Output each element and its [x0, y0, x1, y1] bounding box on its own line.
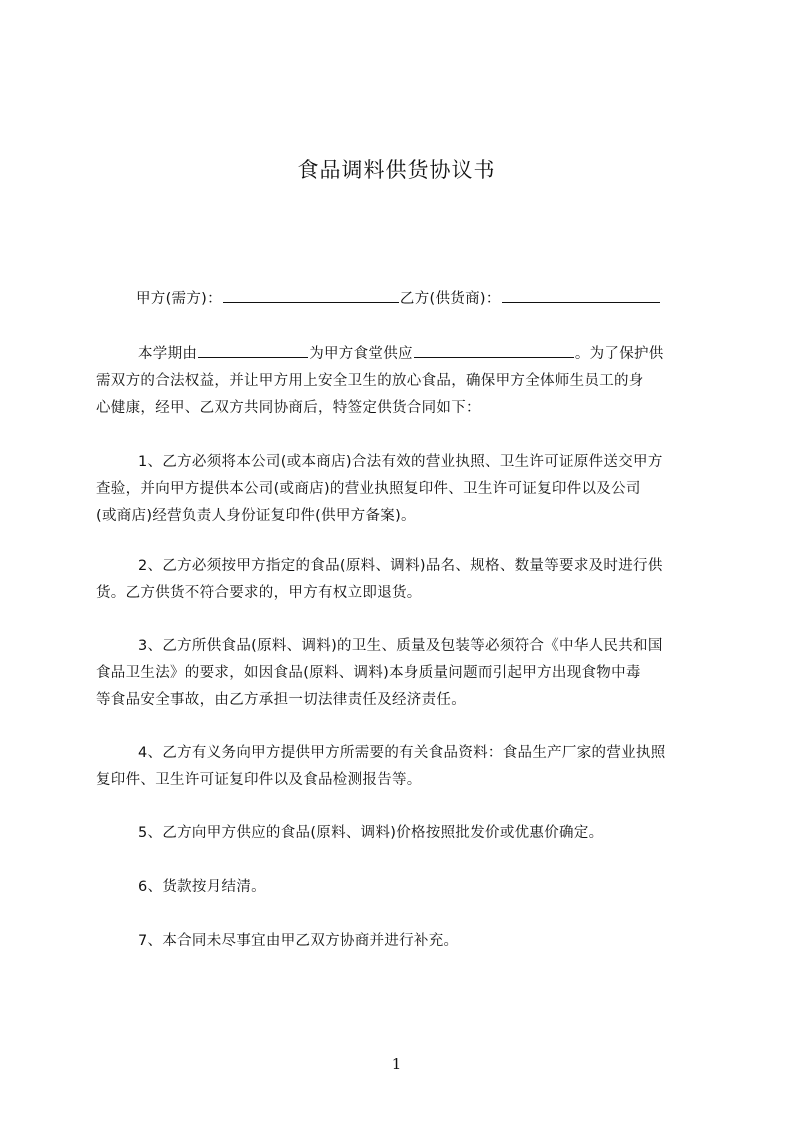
party-a-label: 甲方(需方)：: [136, 291, 222, 307]
clause-line: 货。乙方供货不符合要求的，甲方有权立即退货。: [96, 585, 422, 601]
intro-paragraph: [96, 341, 716, 422]
party-b-label: 乙方(供货商)：: [399, 291, 501, 307]
clause-line: 2、乙方必须按甲方指定的食品(原料、调料)品名、规格、数量等要求及时进行供: [138, 558, 663, 574]
page-number: 1: [391, 1055, 402, 1073]
intro-line: 需双方的合法权益，并让甲方用上安全卫生的放心食品，确保甲方全体师生员工的身: [96, 373, 644, 389]
clause-line: (或商店)经营负责人身份证复印件(供甲方备案)。: [96, 508, 416, 524]
clause-4: [96, 740, 716, 794]
clause-line: 复印件、卫生许可证复印件以及食品检测报告等。: [96, 772, 422, 788]
goods-blank: [414, 341, 574, 358]
intro-line: 心健康，经甲、乙双方共同协商后，特签定供货合同如下：: [96, 400, 481, 416]
intro-tail: 。为了保护供: [574, 346, 664, 362]
clause-line: 3、乙方所供食品(原料、调料)的卫生、质量及包装等必须符合《中华人民共和国: [138, 638, 663, 654]
document-title: 食品调料供货协议书: [297, 158, 496, 183]
supplier-blank: [198, 341, 308, 358]
clause-line: 5、乙方向甲方供应的食品(原料、调料)价格按照批发价或优惠价确定。: [138, 825, 604, 841]
intro-lead: 本学期由: [138, 346, 198, 362]
clause-line: 查验，并向甲方提供本公司(或商店)的营业执照复印件、卫生许可证复印件以及公司: [96, 481, 641, 497]
clause-5: [96, 820, 716, 847]
clause-2: [96, 553, 716, 607]
clause-line: 4、乙方有义务向甲方提供甲方所需要的有关食品资料：食品生产厂家的营业执照: [138, 745, 666, 761]
party-a-blank: [223, 286, 399, 303]
clause-1: [96, 449, 716, 530]
clause-line: 食品卫生法》的要求，如因食品(原料、调料)本身质量问题而引起甲方出现食物中毒: [96, 665, 641, 681]
clause-line: 7、本合同未尽事宜由甲乙双方协商并进行补充。: [138, 933, 459, 949]
clause-line: 1、乙方必须将本公司(或本商店)合法有效的营业执照、卫生许可证原件送交甲方: [138, 454, 663, 470]
intro-middle: 为甲方食堂供应: [309, 346, 413, 362]
clause-3: [96, 633, 716, 714]
clause-6: [96, 874, 716, 901]
clause-7: [96, 928, 716, 955]
party-b-blank: [502, 286, 660, 303]
parties-line: [136, 286, 756, 313]
clause-line: 6、货款按月结清。: [138, 879, 266, 895]
clause-line: 等食品安全事故，由乙方承担一切法律责任及经济责任。: [96, 692, 466, 708]
